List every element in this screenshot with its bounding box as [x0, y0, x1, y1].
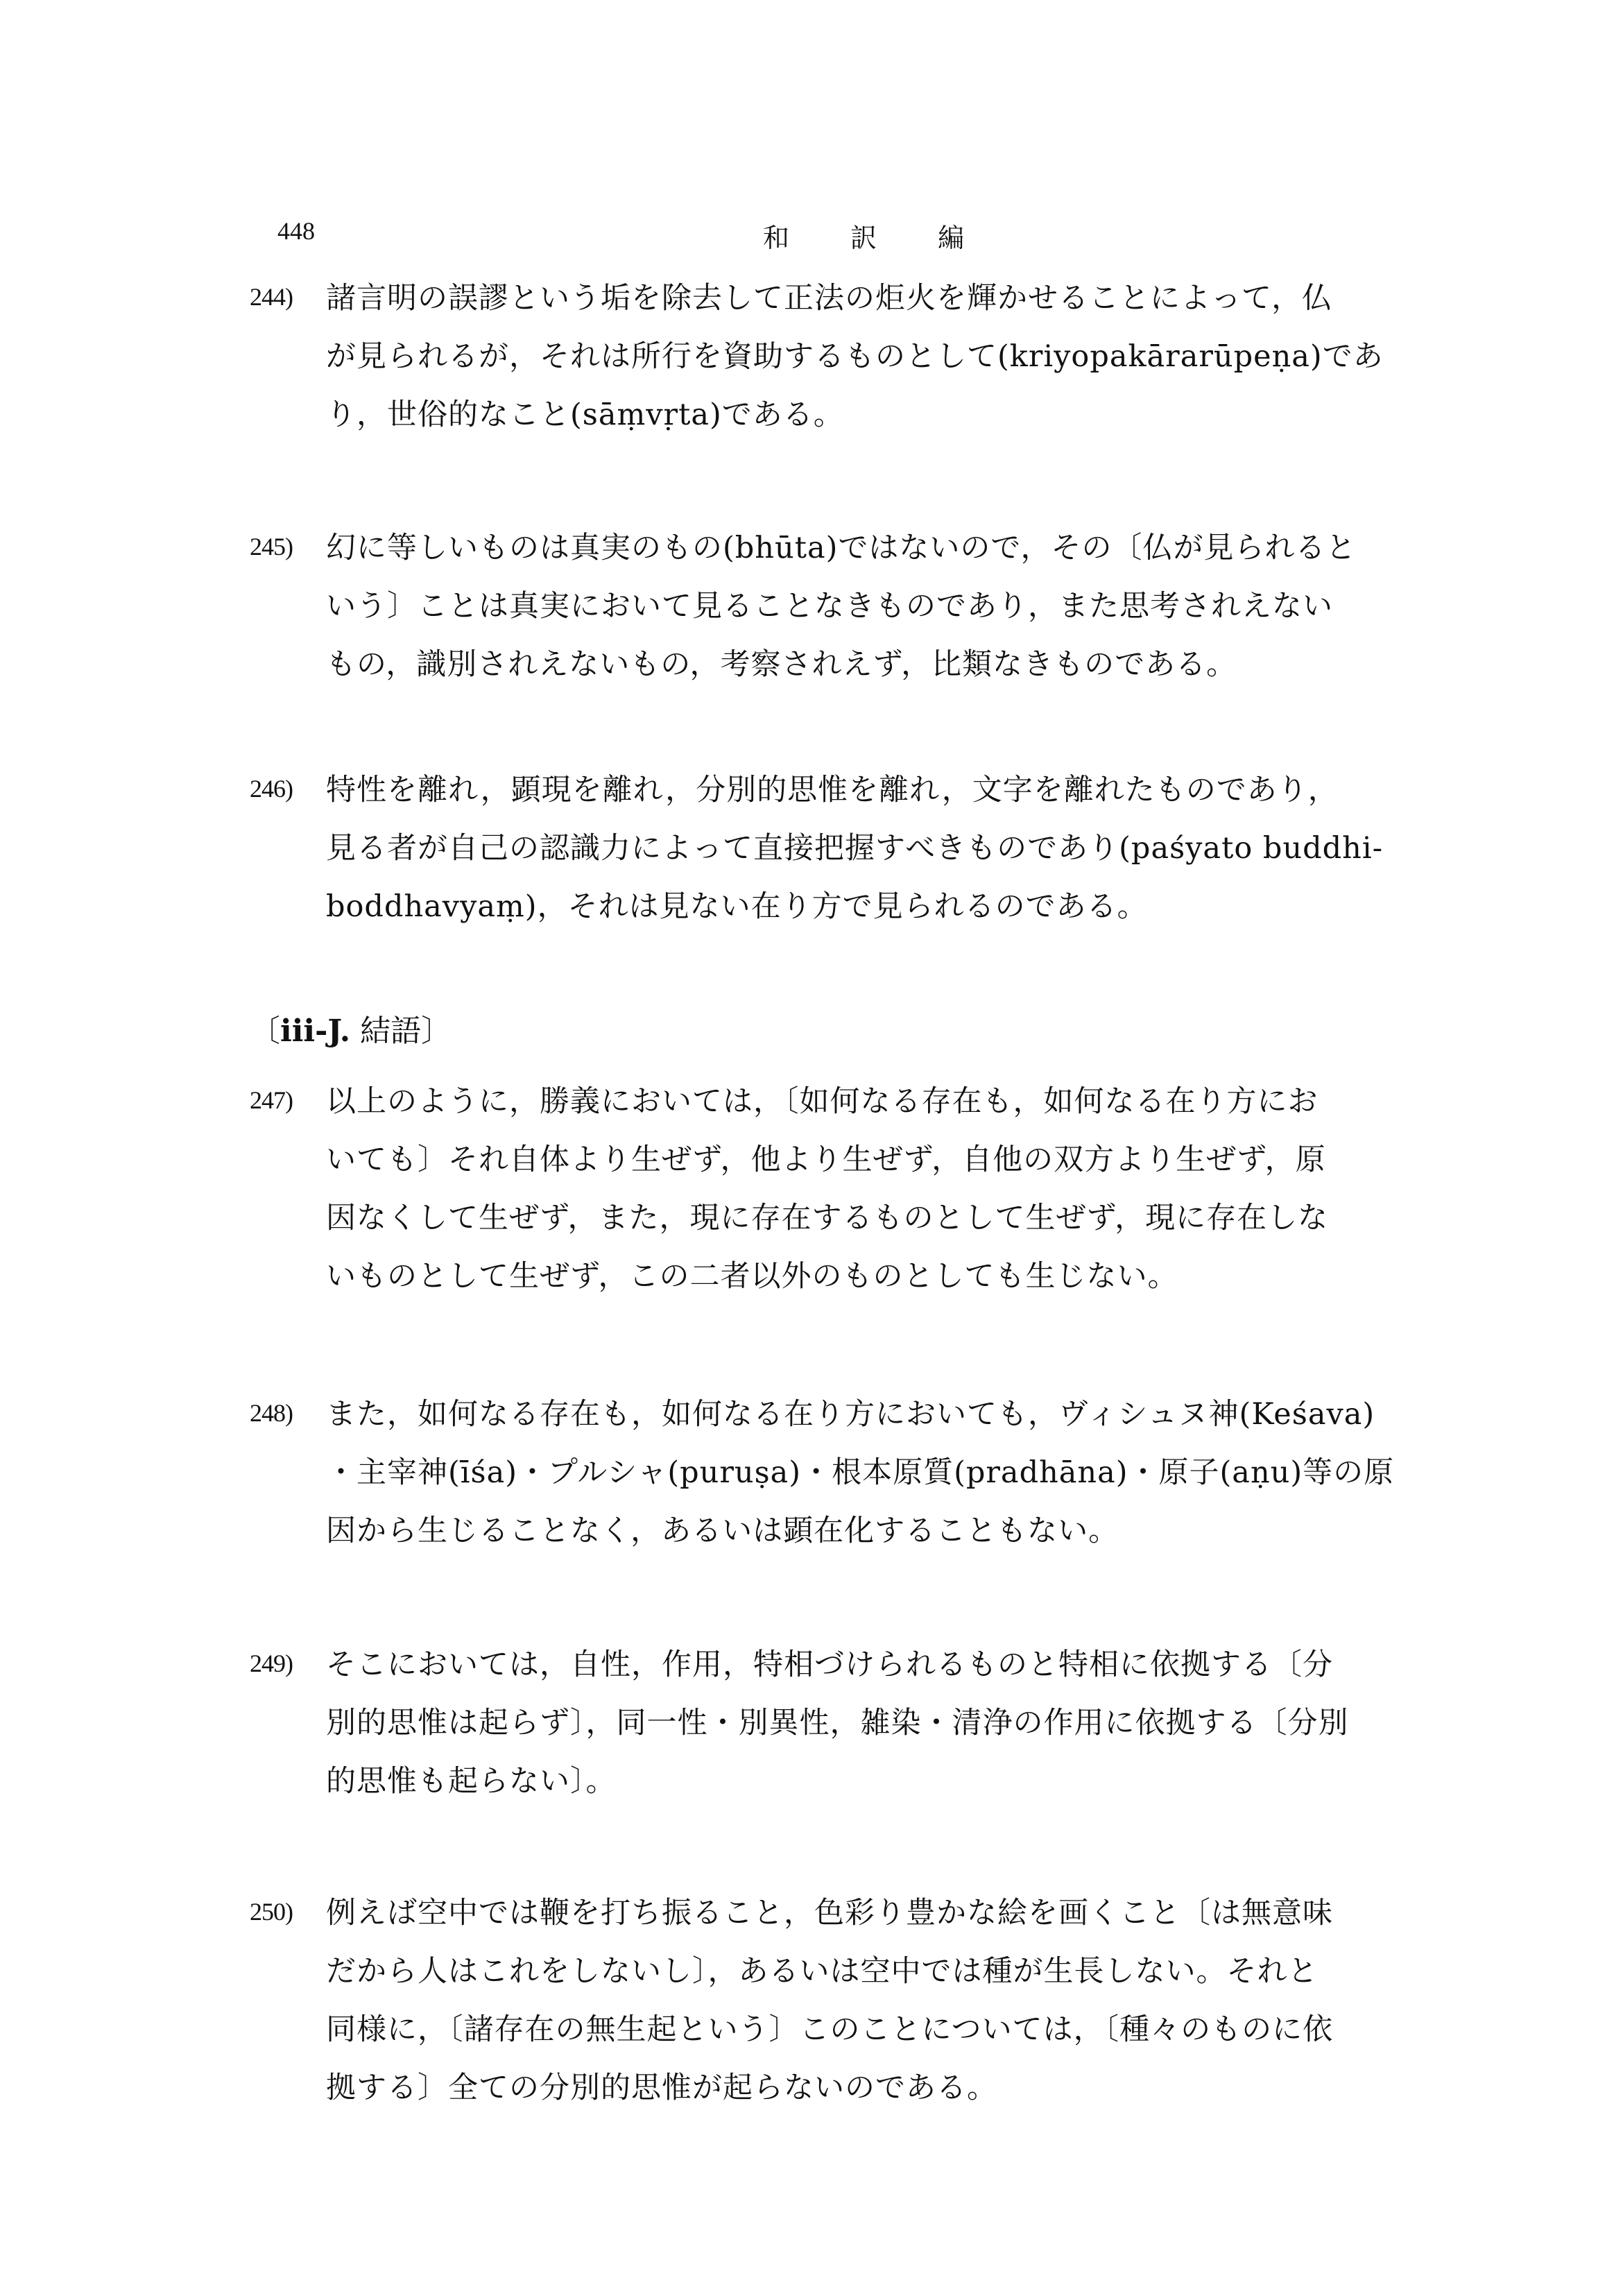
entry-number: 244)	[250, 283, 293, 311]
page-number: 448	[277, 217, 315, 245]
entry-line: また，如何なる存在も，如何なる在り方においても，ヴィシュヌ神(Keśava)	[326, 1397, 1375, 1432]
entry-line: 同様に，〔諸存在の無生起という〕このことについては，〔種々のものに依	[326, 2012, 1334, 2047]
running-title: 和 訳 編	[763, 223, 991, 253]
entry-line: り，世俗的なこと(sāṃvṛta)である。	[326, 397, 844, 432]
entry-line: 幻に等しいものは真実のもの(bhūta)ではないので，その〔仏が見られると	[326, 531, 1357, 565]
entry-number: 250)	[250, 1898, 293, 1926]
entry-line: ・主宰神(īśa)・プルシャ(puruṣa)・根本原質(pradhāna)・原子(aṇu)等の原	[326, 1455, 1395, 1490]
entry-line: いものとして生ぜず，この二者以外のものとしても生じない。	[326, 1259, 1178, 1294]
section-code: iii-J.	[280, 1013, 351, 1049]
entry-line: 例えば空中では鞭を打ち振ること，色彩り豊かな絵を画くこと〔は無意味	[326, 1896, 1333, 1930]
entry-line: 見る者が自己の認識力によって直接把握すべきものであり(paśyato buddhi-	[326, 831, 1384, 866]
section-heading	[250, 1014, 452, 1049]
entry-number: 246)	[250, 775, 293, 803]
page-header	[277, 216, 1457, 258]
section-title: 結語〕	[350, 1013, 452, 1049]
entry-number: 245)	[250, 533, 293, 560]
entry-line: が見られるが，それは所行を資助するものとして(kriyopakārarūpeṇa)であ	[326, 339, 1384, 374]
entry-line: もの，識別されえないもの，考察されえず，比類なきものである。	[326, 647, 1237, 682]
section-bracket-open: 〔	[250, 1013, 280, 1049]
entry-line: いう〕ことは真実において見ることなきものであり，また思考されえない	[326, 589, 1333, 624]
entry-line: 特性を離れ，顕現を離れ，分別的思惟を離れ，文字を離れたものであり，	[326, 773, 1339, 807]
entry-line: いても〕それ自体より生ぜず，他より生ぜず，自他の双方より生ぜず，原	[326, 1142, 1326, 1177]
entry-line: 因なくして生ぜず，また，現に存在するものとして生ぜず，現に存在しな	[326, 1201, 1329, 1235]
entry-line: 諸言明の誤謬という垢を除去して正法の炬火を輝かせることによって，仏	[326, 281, 1333, 316]
entry-number: 248)	[250, 1399, 293, 1427]
entry-line: 因から生じることなく，あるいは顕在化することもない。	[326, 1514, 1119, 1548]
entry-line: そこにおいては，自性，作用，特相づけられるものと特相に依拠する〔分	[326, 1647, 1333, 1682]
entry-line: boddhavyaṃ)，それは見ない在り方で見られるのである。	[326, 889, 1148, 924]
entry-number: 249)	[250, 1650, 293, 1677]
entry-line: だから人はこれをしないし〕，あるいは空中では種が生長しない。それと	[326, 1954, 1319, 1989]
entry-line: 以上のように，勝義においては，〔如何なる存在も，如何なる在り方にお	[326, 1084, 1319, 1119]
entry-line: 別的思惟は起らず〕，同一性・別異性，雑染・清浄の作用に依拠する〔分別	[326, 1706, 1349, 1740]
entry-line: 拠する〕全ての分別的思惟が起らないのである。	[326, 2071, 997, 2105]
entry-line: 的思惟も起らない〕。	[326, 1764, 617, 1799]
entry-number: 247)	[250, 1086, 293, 1114]
